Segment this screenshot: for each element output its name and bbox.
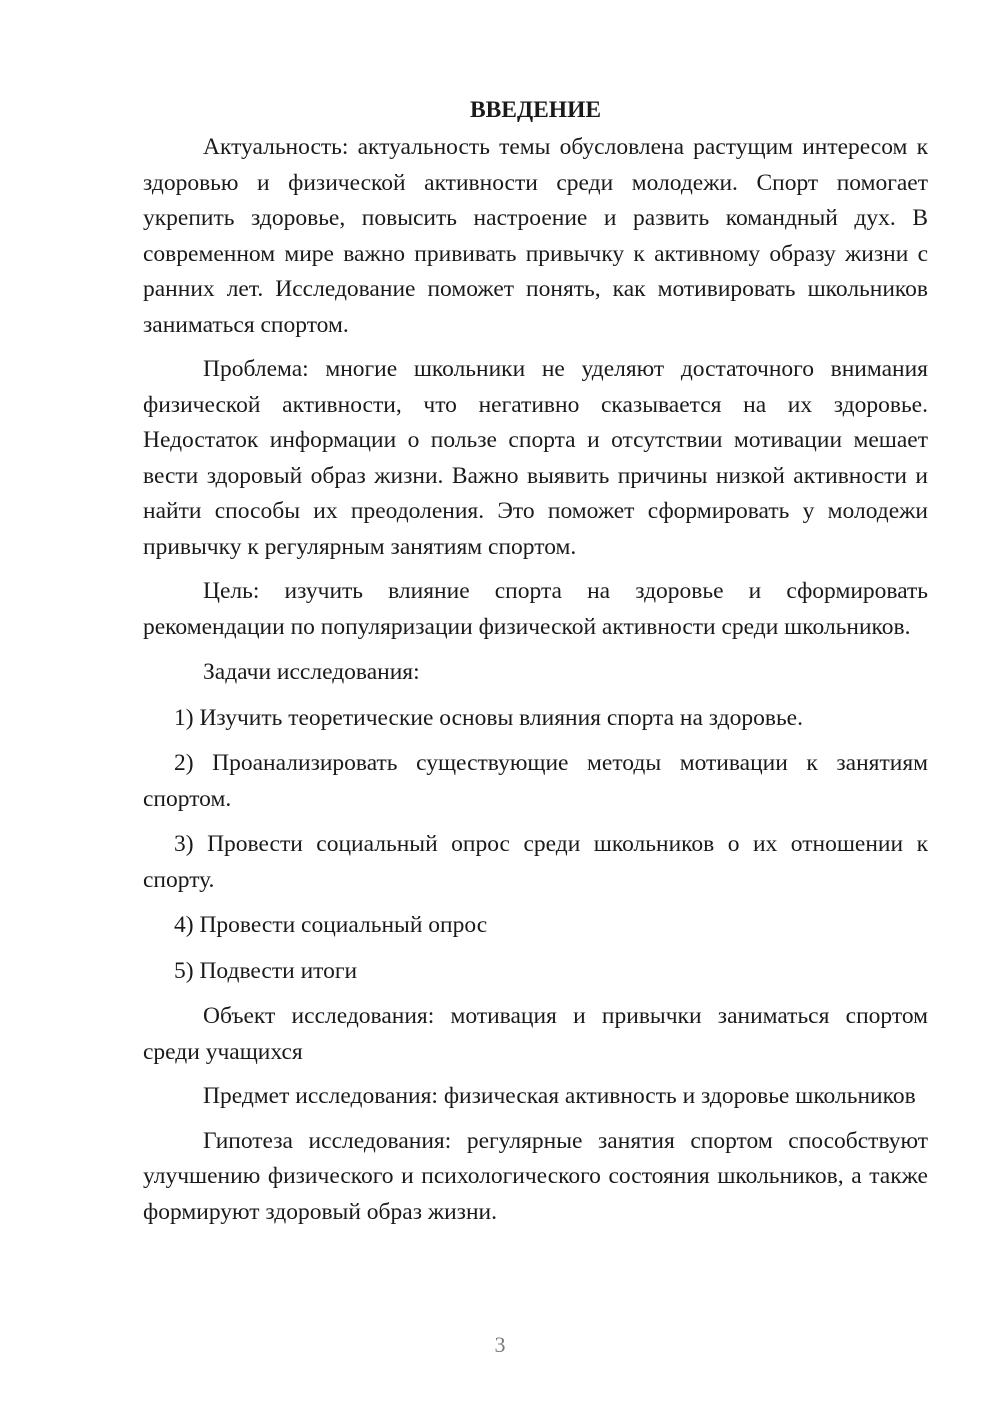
hypothesis-paragraph: Гипотеза исследования: регулярные занятия спортом способствуют улучшению физического и психологического состояния школьников, а также формируют здоровый образ жизни. xyxy=(143,1127,928,1225)
task-item-2: 2) Проанализировать существующие методы мотивации к занятиям спортом. xyxy=(143,750,928,812)
task-item-3: 3) Провести социальный опрос среди школьников о их отношении к спорту. xyxy=(143,831,928,893)
task-item-5: 5) Подвести итоги xyxy=(174,957,358,984)
goal-paragraph: Цель: изучить влияние спорта на здоровье и сформировать рекомендации по популяризации физической активности среди школьников. xyxy=(143,578,928,640)
document-body xyxy=(143,92,928,1239)
page-title: ВВЕДЕНИЕ xyxy=(469,97,602,123)
tasks-heading: Задачи исследования: xyxy=(203,659,420,685)
page-number: 3 xyxy=(494,1332,506,1357)
task-item-1: 1) Изучить теоретические основы влияния спорта на здоровье. xyxy=(174,704,803,731)
object-paragraph: Объект исследования: мотивация и привычки заниматься спортом среди учащихся xyxy=(143,1003,928,1065)
problem-paragraph: Проблема: многие школьники не уделяют достаточного внимания физической активности, что негативно сказывается на их здоровье. Недостаток информации о пользе спорта и отсутствии мотивации мешает вести здоровый образ жизни. Важно выявить причины низкой активности и найти способы их преодоления. Это поможет сформировать у молодежи привычку к регулярным занятиям спортом. xyxy=(143,356,928,560)
relevance-paragraph: Актуальность: актуальность темы обусловлена растущим интересом к здоровью и физической активности среди молодежи. Спорт помогает укрепить здоровье, повысить настроение и развить командный дух. В современном мире важно прививать привычку к активному образу жизни с ранних лет. Исследование поможет понять, как мотивировать школьников заниматься спортом. xyxy=(143,134,928,338)
subject-paragraph: Предмет исследования: физическая активность и здоровье школьников xyxy=(203,1083,916,1109)
task-item-4: 4) Провести социальный опрос xyxy=(174,912,488,938)
